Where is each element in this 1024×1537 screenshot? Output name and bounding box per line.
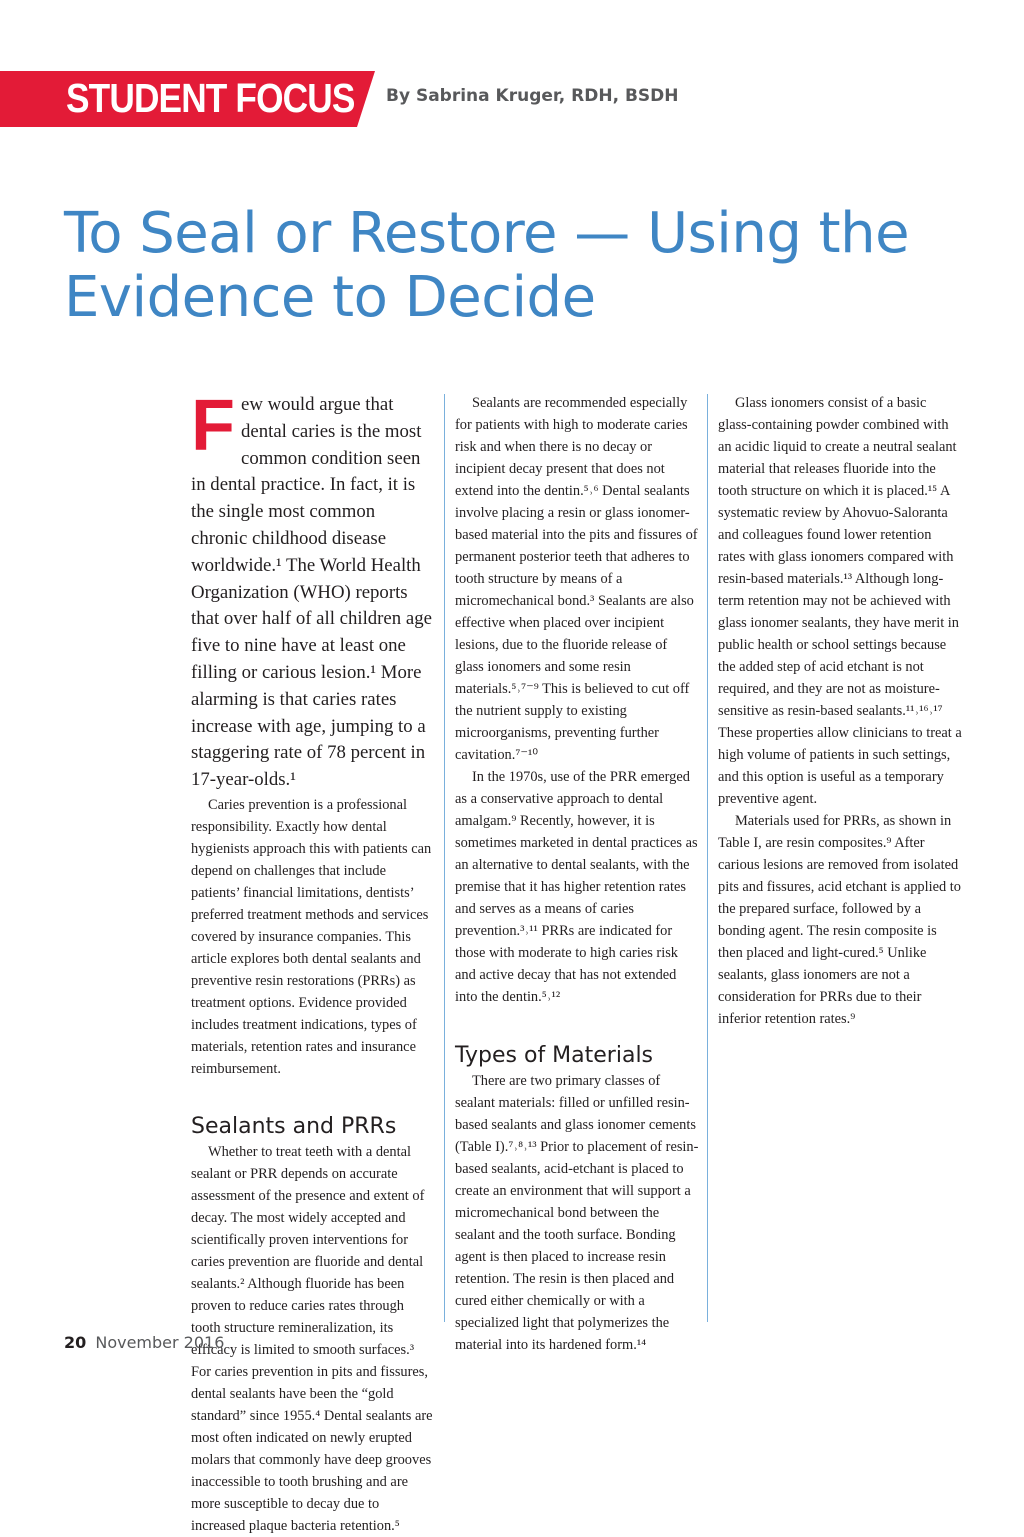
article-title: To Seal or Restore — Using the Evidence to Decide <box>64 201 910 330</box>
page-footer <box>64 1332 224 1354</box>
section-heading: Sealants and PRRs <box>191 1113 397 1139</box>
article-column-3 <box>718 392 962 1030</box>
lead-text: ew would argue that dental caries is the most common condition seen in dental practice. In fact, it is the single most common chronic childhood disease worldwide.¹ The World Health Organization (WHO) reports that over half of all children age five to nine have at least one filling or carious lesion.¹ More alarming is that caries rates increase with age, jumping to a staggering rate of 78 percent in 17-year-olds.¹ <box>191 394 432 791</box>
byline: By Sabrina Kruger, RDH, BSDH <box>386 86 679 106</box>
column-divider <box>444 394 445 1322</box>
article-column-1 <box>191 386 436 1537</box>
body-paragraph: In the 1970s, use of the PRR emerged as a conservative approach to dental amalgam.⁹ Recently, however, it is sometimes marketed in dental practices as an alternative to dental sealants, with the premise that it has higher retention rates and serves as a means of caries prevention.³˒¹¹ PRRs are indicated for those with moderate to high caries risk and active decay that has not extended into the dentin.⁵˒¹² <box>455 769 698 1005</box>
body-paragraph: Glass ionomers consist of a basic glass-containing powder combined with an acidic liquid to create a neutral sealant material that releases fluoride into the tooth structure on which it is placed.¹⁵ A systematic review by Ahovuo-Saloranta and colleagues found lower retention rates with glass ionomers compared with resin-based materials.¹³ Although long-term retention may not be achieved with glass ionomer sealants, they have merit in public health or school settings because the added step of acid etchant is not required, and they are not as moisture-sensitive as resin-based sealants.¹¹˒¹⁶˒¹⁷ These properties allow clinicians to treat a high volume of patients in such settings, and this option is useful as a temporary preventive agent. <box>718 395 962 807</box>
body-paragraph: Sealants are recommended especially for patients with high to moderate caries risk and when there is no decay or incipient decay present that does not extend into the dentin.⁵˒⁶ Dental sealants involve placing a resin or glass ionomer-based material into the pits and fissures of permanent posterior teeth that adheres to tooth structure by means of a micromechanical bond.³ Sealants are also effective when placed over incipient lesions, due to the fluoride release of glass ionomers and some resin materials.⁵˒⁷⁻⁹ This is believed to cut off the nutrient supply to existing microorganisms, preventing further cavitation.⁷⁻¹⁰ <box>455 395 698 763</box>
section-heading: Types of Materials <box>455 1043 654 1068</box>
section-label: STUDENT FOCUS <box>66 75 355 121</box>
article-column-2 <box>455 392 699 1356</box>
body-paragraph: There are two primary classes of sealant materials: filled or unfilled resin-based sealants and glass ionomer cements (Table I).⁷˒⁸˒¹³ Prior to placement of resin-based sealants, acid-etchant is placed to create an environment that will support a micromechanical bond between the sealant and the tooth surface. Bonding agent is then placed to increase resin retention. The resin is then placed and cured either chemically or with a specialized light that polymerizes the material into its hardened form.¹⁴ <box>455 1073 699 1353</box>
column-divider <box>707 394 708 1322</box>
body-paragraph: Caries prevention is a professional responsibility. Exactly how dental hygienists approach this with patients can depend on challenges that include patients’ financial limitations, dentists’ preferred treatment methods and services covered by insurance companies. This article explores both dental sealants and preventive resin restorations (PRRs) as treatment options. Evidence provided includes treatment indications, types of materials, retention rates and insurance reimbursement. <box>191 796 432 1077</box>
body-paragraph: Materials used for PRRs, as shown in Table I, are resin composites.⁹ After carious lesions are removed from isolated pits and fissures, acid etchant is applied to the prepared surface, followed by a bonding agent. The resin composite is then placed and light-cured.⁵ Unlike sealants, glass ionomers are not a consideration for PRRs due to their inferior retention rates.⁹ <box>718 813 961 1027</box>
lead-paragraph <box>191 386 436 794</box>
body-paragraph: Whether to treat teeth with a dental sealant or PRR depends on accurate assessment of the presence and extent of decay. The most widely accepted and scientifically proven interventions for caries prevention are fluoride and dental sealants.² Although fluoride has been proven to reduce caries rates through tooth structure remineralization, its efficacy is limited to smooth surfaces.³ For caries prevention in pits and fissures, dental sealants have been the “gold standard” since 1955.⁴ Dental sealants are most often indicated on newly erupted molars that commonly have deep grooves inaccessible to tooth brushing and are more susceptible to decay due to increased plaque bacteria retention.⁵ <box>191 1143 433 1534</box>
drop-cap: F <box>191 386 235 466</box>
issue-date: November 2016 <box>95 1333 225 1352</box>
page-number: 20 <box>64 1333 87 1352</box>
